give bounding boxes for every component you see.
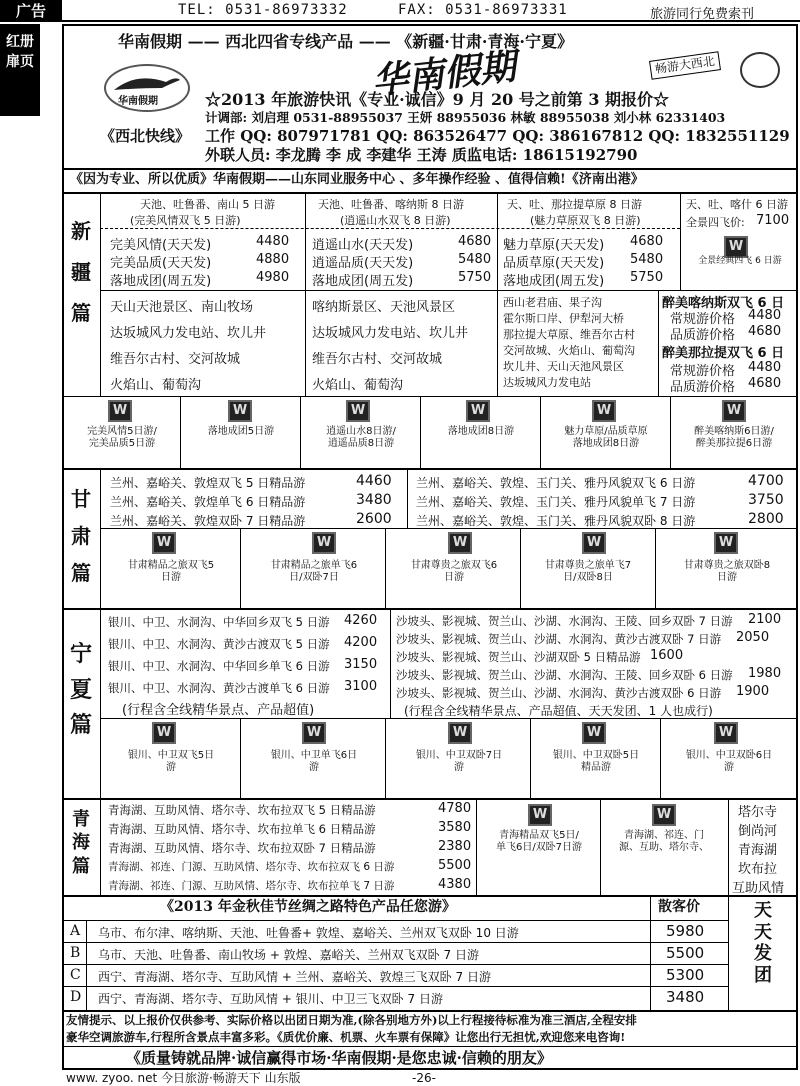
xj-x2: 常规游价格 (670, 312, 736, 327)
slogan: 《因为专业、所以优质》华南假期——山东同业服务中心 、多年操作经验 、值得信赖!《济南出港》 (70, 172, 644, 187)
xj-x4: 醉美那拉提双飞 6 日 (662, 346, 785, 361)
xj-c2-p2: 5480 (458, 252, 492, 267)
au-b: B (70, 945, 81, 961)
w-icon: W (582, 722, 606, 744)
w-icon: W (466, 400, 490, 422)
xj-cap6: 醉美喀纳斯6日游/ 醉美那拉提6日游 (694, 426, 774, 449)
xj-x3: 品质游价格 (670, 328, 736, 343)
xj-c2-h1: 天池、吐鲁番、喀纳斯 8 日游 (318, 198, 464, 211)
xj-c3-s2: 霍尔斯口岸、伊犁河大桥 (503, 312, 624, 325)
w-icon: W (448, 532, 472, 554)
w-icon: W (652, 804, 676, 826)
nx-l3: 银川、中卫、水洞沟、中华回乡单飞 6 日游 (108, 659, 330, 673)
w-icon: W (152, 722, 176, 744)
au-c-route: 西宁、青海湖、塔尔寺、互助风情 + 兰州、嘉峪关、敦煌三飞双卧 7 日游 (98, 970, 491, 984)
xj-c3-i3: 落地成团(周五发) (503, 274, 605, 289)
gs-l1p: 4460 (356, 473, 392, 489)
fax: FAX: 0531-86973331 (398, 2, 568, 18)
xj-c2-p1: 4680 (458, 234, 492, 249)
qh-r3: 青海湖、互助风情、塔尔寺、坎布拉双卧 7 日精品游 (108, 841, 376, 855)
xj-cap1: 完美风情5日游/ 完美品质5日游 (87, 426, 157, 449)
w-icon: W (448, 722, 472, 744)
nx-l2: 银川、中卫、水洞沟、黄沙古渡双飞 5 日游 (108, 637, 330, 651)
gs-r3p: 2800 (748, 511, 784, 527)
w-icon: W (724, 236, 748, 258)
gs-t1: 甘 (71, 487, 91, 511)
price-head: 散客价 (658, 899, 700, 915)
nx-r1: 沙坡头、影视城、贺兰山、沙湖、水洞沟、王陵、回乡双卧 7 日游 (396, 614, 733, 628)
xj-c1-h2: (完美风情双飞 5 日游) (130, 214, 241, 227)
qh-r4: 青海湖、祁连、门源、互助风情、塔尔寺、坎布拉双飞 6 日游 (108, 861, 395, 873)
xj-c3-s1: 西山老君庙、果子沟 (503, 296, 602, 309)
xj-c1-i1: 完美风情(天天发) (110, 238, 212, 253)
qh-s5: 互助风情 (732, 881, 785, 896)
nx-r4: 沙坡头、影视城、贺兰山、沙湖、水洞沟、王陵、回乡双卧 6 日游 (396, 668, 733, 682)
side-tab (0, 24, 40, 116)
w-icon: W (714, 532, 738, 554)
daily-departure (750, 900, 776, 986)
nx-l4: 银川、中卫、水洞沟、黄沙古渡单飞 6 日游 (108, 681, 330, 695)
xj-c2-s4: 火焰山、葡萄沟 (312, 378, 404, 393)
gs-r1p: 4700 (748, 473, 784, 489)
au-c-price: 5300 (666, 966, 705, 984)
xj-t3: 篇 (71, 301, 91, 325)
nx-l3p: 3150 (344, 657, 378, 672)
nx-cap2: 银川、中卫单飞6日 游 (270, 750, 358, 773)
qh-t3: 篇 (72, 855, 90, 877)
w-icon: W (312, 532, 336, 554)
xj-c3-h1: 天、吐、那拉提草原 8 日游 (507, 198, 642, 211)
telephone: TEL: 0531-86973332 (178, 2, 348, 18)
xj-c4-h2p: 7100 (756, 213, 790, 228)
gs-t3: 篇 (71, 561, 91, 585)
xj-c2-h2: (逍遥山水双飞 8 日游) (340, 214, 451, 227)
nx-l4p: 3100 (344, 679, 378, 694)
mascot-icon (740, 52, 780, 88)
qq-line: 工作 QQ: 807971781 QQ: 863526477 QQ: 386167812 QQ: 1832551129 (205, 127, 790, 145)
w-icon: W (528, 804, 552, 826)
xj-c1-p3: 4980 (256, 270, 290, 285)
xj-c1-i3: 落地成团(周五发) (110, 274, 212, 289)
xj-x5p: 4480 (748, 360, 782, 375)
nx-cap3: 银川、中卫双卧7日 游 (415, 750, 503, 773)
qh-r2p: 3580 (438, 820, 472, 835)
nx-r1p: 2100 (748, 612, 782, 627)
autumn-title: 《2013 年金秋佳节丝绸之路特色产品任您游》 (160, 899, 456, 915)
nx-l1p: 4260 (344, 613, 378, 628)
xj-c2-i2: 逍遥品质(天天发) (312, 256, 414, 271)
qh-cap2: 青海湖、祁连、门 源、互助、塔尔寺、 (619, 830, 709, 853)
gs-r2p: 3750 (748, 492, 784, 508)
brand-art: 华南假期 (370, 45, 518, 103)
motto: 《质量铸就品牌·诚信赢得市场·华南假期·是您忠诚·信赖的朋友》 (126, 1049, 552, 1067)
notice-line2: 豪华空调旅游车,行程所含景点丰富多彩。《质优价廉、机票、火车票有保障》让您出行无担忧,欢迎您来电咨询! (66, 1030, 626, 1044)
xj-c3-i1: 魅力草原(天天发) (503, 238, 605, 253)
xj-c1-i2: 完美品质(天天发) (110, 256, 212, 271)
contacts: 计调部: 刘启理 0531-88955037 王妍 88955036 林敏 88955038 刘小林 62331403 (205, 110, 726, 125)
nx-cap4: 银川、中卫双卧5日 精品游 (552, 750, 640, 773)
nx-rnote: (行程含全线精华景点、产品超值、天天发团、1 人也成行) (404, 704, 713, 718)
qinghai-title (68, 808, 94, 878)
header-title: ☆2013 年旅游快讯《专业·诚信》9 月 20 号之前第 3 期报价☆ (205, 90, 670, 109)
qh-s1: 塔尔寺 (738, 805, 778, 820)
nx-t2: 夏 (69, 676, 92, 703)
au-b-route: 乌市、天池、吐鲁番、南山牧场 + 敦煌、嘉峪关、兰州双飞双卧 7 日游 (98, 948, 479, 962)
xj-c3-h2: (魅力草原双飞 8 日游) (530, 214, 641, 227)
xj-c2-i3: 落地成团(周五发) (312, 274, 414, 289)
qh-r5p: 4380 (438, 877, 472, 892)
xj-c2-s2: 达坂城风力发电站、坎儿井 (312, 326, 469, 341)
xj-c2-i1: 逍遥山水(天天发) (312, 238, 414, 253)
dd1: 天 (754, 900, 772, 921)
xj-c1-s1: 天山天池景区、南山牧场 (110, 300, 254, 315)
xj-c1-h1: 天池、吐鲁番、南山 5 日游 (140, 198, 275, 211)
gs-cap4: 甘肃尊贵之旅单飞7 日/双卧8日 (544, 560, 632, 583)
qh-r3p: 2380 (438, 839, 472, 854)
xj-cap2: 落地成团5日游 (207, 426, 275, 437)
side-tab-line2: 扉页 (6, 54, 34, 70)
xj-c2-s3: 维吾尔古村、交河故城 (312, 352, 443, 367)
xinjiang-title (68, 218, 94, 327)
qh-s4: 坎布拉 (738, 862, 778, 877)
gs-l2p: 3480 (356, 492, 392, 508)
nx-r3: 沙坡头、影视城、贺兰山、沙湖双卧 5 日精品游 (396, 650, 641, 664)
xj-c1-s2: 达坂城风力发电站、坎儿井 (110, 326, 267, 341)
xj-cap5: 魅力草原/品质草原 落地成团8日游 (564, 426, 648, 449)
xj-x5: 常规游价格 (670, 364, 736, 379)
w-icon: W (714, 722, 738, 744)
au-b-price: 5500 (666, 944, 705, 962)
dd4: 团 (754, 964, 772, 986)
liaison-line: 外联人员: 李龙腾 李 成 李建华 王涛 质监电话: 18615192790 (205, 146, 638, 164)
w-icon: W (152, 532, 176, 554)
gs-cap2: 甘肃精品之旅单飞6 日/双卧7日 (270, 560, 358, 583)
logo-text: 华南假期 (118, 96, 158, 107)
nx-r2: 沙坡头、影视城、贺兰山、沙湖、水洞沟、黄沙古渡双卧 7 日游 (396, 632, 722, 646)
gs-l1: 兰州、嘉峪关、敦煌双飞 5 日精品游 (110, 476, 306, 490)
xj-c3-p3: 5750 (630, 270, 664, 285)
gs-r3: 兰州、嘉峪关、敦煌、玉门关、雅丹风貌双卧 8 日游 (416, 514, 696, 528)
w-icon: W (582, 532, 606, 554)
xj-c2-s1: 喀纳斯景区、天池风景区 (312, 300, 456, 315)
xj-cap4: 落地成团8日游 (447, 426, 515, 437)
gs-r2: 兰州、嘉峪关、敦煌、玉门关、雅丹风貌单飞 7 日游 (416, 495, 696, 509)
xj-c1-s3: 维吾尔古村、交河故城 (110, 352, 241, 367)
nx-t1: 宁 (69, 641, 92, 667)
gs-cap3: 甘肃尊贵之旅双飞6 日游 (410, 560, 498, 583)
footer-site: www. zyoo. net 今日旅游·畅游天下 山东版 (66, 1071, 301, 1085)
gs-l3: 兰州、嘉峪关、敦煌双卧 7 日精品游 (110, 514, 306, 528)
xj-c3-s3: 那拉提大草原、维吾尔古村 (503, 328, 635, 341)
xj-x3p: 4680 (748, 324, 782, 339)
ad-tag: 广告 (0, 0, 62, 22)
nx-r2p: 2050 (736, 630, 770, 645)
stamp: 畅游大西北 (649, 51, 721, 80)
xj-c4-h1: 天、吐、喀什 6 日游 (686, 198, 788, 211)
qh-t2: 海 (72, 832, 90, 854)
w-icon: W (592, 400, 616, 422)
xj-c3-i2: 品质草原(天天发) (503, 256, 605, 271)
xj-x1: 醉美喀纳斯双飞 6 日 (662, 296, 785, 311)
gs-r1: 兰州、嘉峪关、敦煌、玉门关、雅丹风貌双飞 6 日游 (416, 476, 696, 490)
index-note: 旅游同行免费索刊 (650, 7, 755, 22)
xj-t1: 新 (71, 219, 91, 243)
qh-s2: 倒尚河 (738, 824, 778, 839)
nx-l1: 银川、中卫、水洞沟、中华回乡双飞 5 日游 (108, 615, 330, 629)
xj-x2p: 4480 (748, 308, 782, 323)
gs-cap5: 甘肃尊贵之旅双卧8 日游 (683, 560, 771, 583)
nx-cap1: 银川、中卫双飞5日 游 (127, 750, 215, 773)
nx-t3: 篇 (69, 712, 92, 739)
qh-r1p: 4780 (438, 801, 472, 816)
w-icon: W (228, 400, 252, 422)
w-icon: W (722, 400, 746, 422)
xj-x6p: 4680 (748, 376, 782, 391)
nx-lnote: (行程含全线精华景点、产品超值) (122, 703, 315, 718)
xj-c3-p2: 5480 (630, 252, 664, 267)
ningxia-title (68, 640, 94, 741)
header-line1: 华南假期 —— 西北四省专线产品 —— 《新疆·甘肃·青海·宁夏》 (118, 32, 573, 51)
w-icon: W (346, 400, 370, 422)
xj-c3-s5: 坎儿井、天山天池风景区 (503, 360, 624, 373)
w-icon: W (108, 400, 132, 422)
dd2: 天 (754, 921, 772, 943)
page-number: -26- (412, 1071, 436, 1085)
xj-x6: 品质游价格 (670, 380, 736, 395)
au-a-route: 乌市、布尔津、喀纳斯、天池、吐鲁番+ 敦煌、嘉峪关、兰州双飞双卧 10 日游 (98, 926, 519, 940)
gs-cap1: 甘肃精品之旅双飞5 日游 (127, 560, 215, 583)
qh-cap1: 青海精品双飞5日/ 单飞6日/双卧7日游 (495, 830, 583, 853)
au-a: A (70, 923, 81, 939)
qh-r2: 青海湖、互助风情、塔尔寺、坎布拉单飞 6 日精品游 (108, 822, 376, 836)
xj-c3-s4: 交河故城、火焰山、葡萄沟 (503, 344, 635, 357)
au-d: D (70, 989, 82, 1005)
xj-c1-s4: 火焰山、葡萄沟 (110, 378, 202, 393)
nx-r3p: 1600 (650, 648, 684, 663)
top-bar (0, 0, 800, 22)
xj-c1-p1: 4480 (256, 234, 290, 249)
au-a-price: 5980 (666, 922, 705, 940)
qh-r5: 青海湖、祁连、门源、互助风情、塔尔寺、坎布拉单飞 7 日游 (108, 880, 395, 892)
xj-c2-p3: 5750 (458, 270, 492, 285)
nx-l2p: 4200 (344, 635, 378, 650)
xj-cap3: 逍遥山水8日游/ 逍遥品质8日游 (326, 426, 396, 449)
au-c: C (70, 967, 81, 983)
au-d-price: 3480 (666, 988, 705, 1006)
xj-c4-cap: 全景经典四飞 6 日游 (698, 256, 782, 266)
side-tab-line1: 红册 (6, 34, 34, 50)
nx-r5p: 1900 (736, 684, 770, 699)
nx-r5: 沙坡头、影视城、贺兰山、沙湖、水洞沟、黄沙古渡双卧 6 日游 (396, 686, 722, 700)
xj-c4-h2: 全景四飞价: (686, 216, 745, 229)
xj-t2: 疆 (71, 260, 91, 284)
nx-r4p: 1980 (748, 666, 782, 681)
nx-cap5: 银川、中卫双卧6日 游 (685, 750, 773, 773)
gansu-title (68, 486, 94, 587)
qh-r1: 青海湖、互助风情、塔尔寺、坎布拉双飞 5 日精品游 (108, 803, 376, 817)
au-d-route: 西宁、青海湖、塔尔寺、互助风情 + 银川、中卫三飞双卧 7 日游 (98, 992, 443, 1006)
notice-line1: 友情提示、以上报价仅供参考、实际价格以出团日期为准,(除各别地方外)以上行程接待标准为准三酒店,全程安排 (66, 1013, 637, 1027)
w-icon: W (302, 722, 326, 744)
gs-t2: 肃 (71, 524, 91, 548)
xj-c3-p1: 4680 (630, 234, 664, 249)
qh-t1: 青 (72, 809, 90, 830)
xj-c3-s6: 达坂城风力发电站 (503, 376, 591, 389)
qh-s3: 青海湖 (738, 843, 778, 858)
xibei-label: 《西北快线》 (100, 127, 191, 145)
gs-l3p: 2600 (356, 511, 392, 527)
xj-c1-p2: 4880 (256, 252, 290, 267)
dd3: 发 (754, 943, 772, 965)
gs-l2: 兰州、嘉峪关、敦煌单飞 6 日精品游 (110, 495, 306, 509)
qh-r4p: 5500 (438, 858, 472, 873)
